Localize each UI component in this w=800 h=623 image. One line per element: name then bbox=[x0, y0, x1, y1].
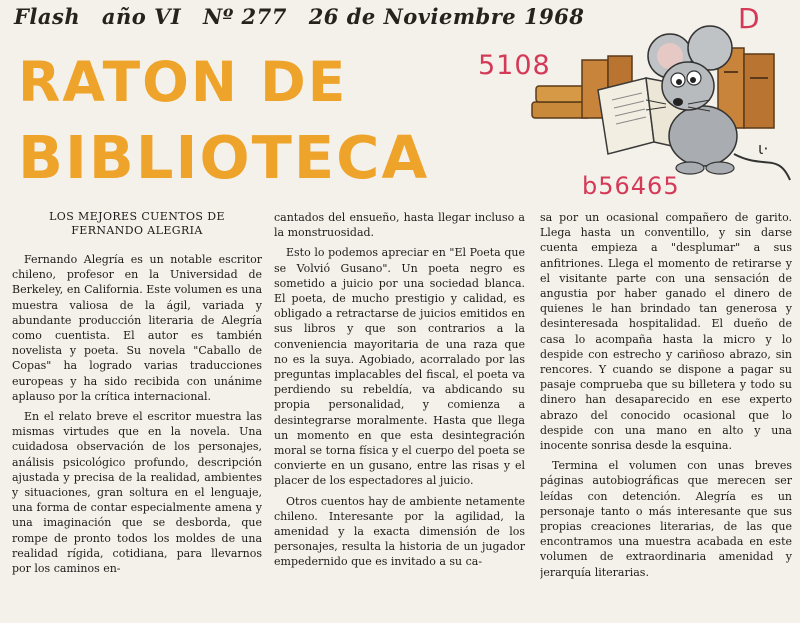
article-subtitle bbox=[12, 210, 262, 238]
paragraph: Esto lo podemos apreciar en "El Poeta que se Volvió Gusano". Un poeta negro es sometido a juicio por una sociedad blanca. El poeta, de mucho prestigio y calidad, es obligado a retractarse de juicios emitidos en sus libros y que son contrarios a la conveniencia mayoritaria de una raza que no es la suya. Agobiado, acorralado por las preguntas implacables del fiscal, el poeta va perdiendo su rebeldía, va abdicando su propia personalidad, y comienza a desintegrarse moralmente. Hasta que llega un momento en que esta desintegración moral se torna física y el cuerpo del poeta se convierte en un gusano, entre las risas y el placer de los espectadores al juicio. bbox=[274, 246, 525, 488]
publication-year: año VI bbox=[101, 4, 182, 29]
paragraph: cantados del ensueño, hasta llegar incluso a la monstruosidad. bbox=[274, 211, 525, 240]
article-column-2 bbox=[274, 210, 525, 620]
issue-date: 26 de Noviembre 1968 bbox=[308, 4, 585, 29]
headline-line-1: RATON DE bbox=[18, 50, 348, 114]
article-subtitle-line-1: LOS MEJORES CUENTOS DE bbox=[49, 210, 225, 223]
handwritten-number-bottom: b56465 bbox=[582, 172, 680, 200]
signature-mark: ɩ· bbox=[758, 139, 769, 158]
paragraph: sa por un ocasional compañero de garito. Llega hasta un conventillo, y sin darse cuenta empieza a "desplumar" a sus anfitriones. Llega el momento de retirarse y el visitante parte con una sensación de angustia por haber ganado el dinero de quienes le han brindado tan generosa y desinteresada hospitalidad. El dueño de casa lo acompaña hasta la micro y lo despide con estrecho y cariñoso abrazo, sin rencores. Y cuando se dispone a pagar su pasaje comprueba que su billetera y todo su dinero han desaparecido en ese experto abrazo del conocido ocasional que lo despide con una mano en alto y una inocente sonrisa desde la esquina. bbox=[540, 211, 792, 453]
publication-name: Flash bbox=[14, 4, 81, 29]
issue-number: Nº 277 bbox=[203, 4, 287, 29]
paragraph: Termina el volumen con unas breves páginas autobiográficas que merecen ser leídas con detención. Alegría es un personaje tanto o más interesante que sus propias creaciones literarias, de las que encontramos una muestra acabada en este volumen de extraordinaria amenidad y jerarquía literarias. bbox=[540, 459, 792, 579]
mouse-reading-illustration bbox=[528, 12, 800, 198]
article-column-1 bbox=[12, 210, 262, 620]
paragraph: En el relato breve el escritor muestra las mismas virtudes que en la novela. Una cuidadosa observación de los personajes, análisis psicológico profundo, descripción ajustada y precisa de la realidad, ambientes y situaciones, gran soltura en el lenguaje, una forma de contar especialmente amena y una imaginación que se desborda, que rompe de pronto todos los moldes de una realidad rígida, cotidiana, para llevarnos por los caminos en- bbox=[12, 410, 262, 576]
handwritten-number-top: 5108 bbox=[478, 50, 551, 81]
corner-mark: D bbox=[738, 2, 760, 35]
article-column-3 bbox=[540, 210, 792, 620]
article-subtitle-line-2: FERNANDO ALEGRIA bbox=[71, 224, 203, 237]
paragraph: Fernando Alegría es un notable escritor chileno, profesor en la Universidad de Berkeley, en California. Este volumen es una muestra valiosa de la ágil, variada y abundante producción literaria de Alegría como cuentista. El autor es también novelista y poeta. Su novela "Caballo de Copas" ha logrado varias traducciones europeas y ha sido recibida con unánime aplauso por la crítica internacional. bbox=[12, 253, 262, 403]
headline-line-2: BIBLIOTECA bbox=[18, 123, 430, 192]
paragraph: Otros cuentos hay de ambiente netamente chileno. Interesante por la agilidad, la amenidad y la exacta dimensión de los personajes, resulta la historia de un jugador empedernido que es invitado a su ca- bbox=[274, 494, 525, 569]
